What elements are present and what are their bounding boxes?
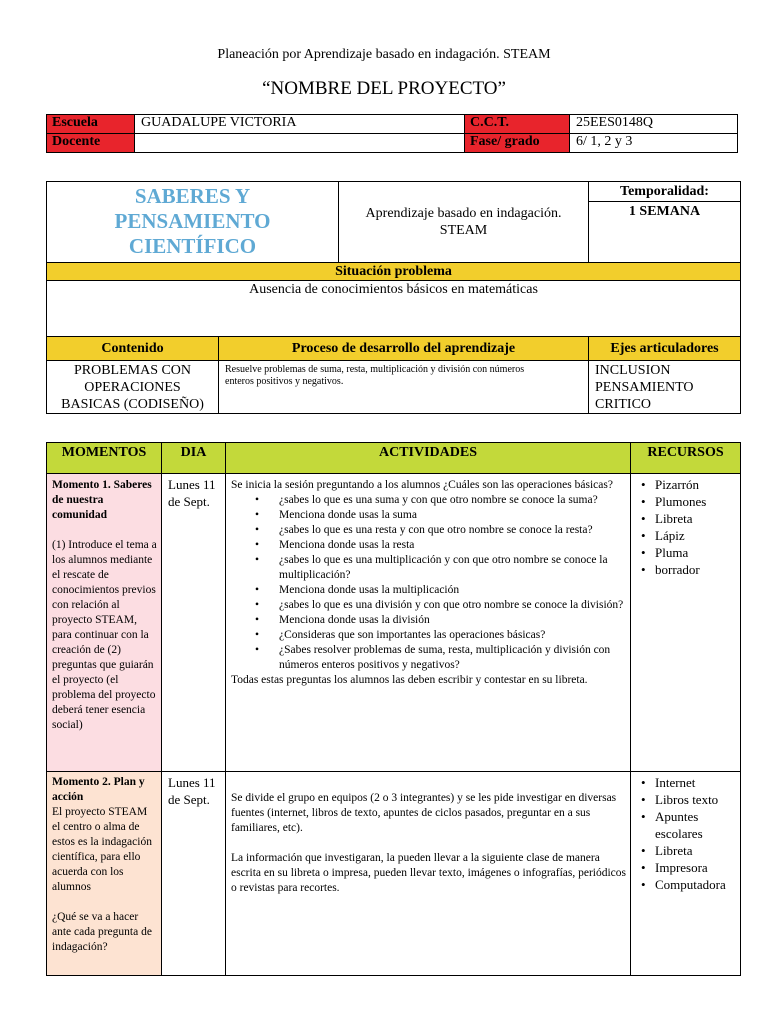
metodologia-text: Aprendizaje basado en indagación. STEAM [365, 206, 562, 238]
recurso-item: • Libros texto [641, 792, 719, 807]
momento-2-question: ¿Qué se va a hacer ante cada pregunta de indagación? [52, 911, 152, 953]
recurso-item: • Apuntes escolares [641, 809, 703, 841]
project-name-title: “NOMBRE DEL PROYECTO” [262, 78, 506, 99]
momento-1-title: Momento 1. Saberes de nuestra comunidad [52, 479, 152, 521]
question-item: • Menciona donde usas la división [255, 614, 430, 626]
momento-2-p1: Se divide el grupo en equipos (2 o 3 integrantes) y se les pide investigar en diversas fuentes (internet, libros de texto, apuntes de ciclos pasados, preguntar en a sus familiares, etc). [231, 792, 617, 834]
proceso-label: Proceso de desarrollo del aprendizaje [219, 337, 589, 361]
momento-1-actividades [226, 474, 631, 772]
momento-1-intro: Se inicia la sesión preguntando a los alumnos ¿Cuáles son las operaciones básicas? [231, 479, 613, 491]
momento-1-questions [231, 493, 626, 673]
momento-2-dia: Lunes 11 de Sept. [162, 772, 226, 976]
docente-value [135, 134, 465, 153]
momento-1-desc: (1) Introduce el tema a los alumnos mediante el rescate de conocimientos previos con relación al proyecto STEAM, para continuar con la creación de (2) preguntas que guiarán el proyecto (el problema del proyecto deberá tener esencia social) [52, 539, 157, 731]
momento-1-cell [47, 474, 162, 772]
question-item: • ¿sabes lo que es una suma y con que otro nombre se conoce la suma? [255, 494, 598, 506]
momento-1-dia: Lunes 11 de Sept. [162, 474, 226, 772]
momento-2-actividades [226, 772, 631, 976]
recurso-item: • borrador [641, 562, 700, 577]
question-item: • ¿Consideras que son importantes las operaciones básicas? [255, 629, 546, 641]
momento-2-title: Momento 2. Plan y acción [52, 776, 145, 803]
recurso-item: • Impresora [641, 860, 708, 875]
escuela-label: Escuela [47, 115, 135, 134]
ejes-text: INCLUSION PENSAMIENTO CRITICO [589, 361, 741, 414]
momento-2-desc: El proyecto STEAM el centro o alma de estos es la indagación científica, para ello acuerda con los alumnos [52, 806, 152, 893]
recurso-item: • Libreta [641, 511, 693, 526]
temporalidad-value: 1 SEMANA [628, 204, 701, 219]
momento-2-cell [47, 772, 162, 976]
activities-table [46, 442, 741, 976]
document-subtitle: Planeación por Aprendizaje basado en indagación. STEAM [217, 47, 551, 62]
proceso-text: Resuelve problemas de suma, resta, multiplicación y división con números enteros positivos y negativos. [219, 361, 589, 414]
question-item: • ¿sabes lo que es una resta y con que otro nombre se conoce la resta? [255, 524, 593, 536]
situacion-text: Ausencia de conocimientos básicos en matemáticas [47, 281, 741, 337]
campo-formativo-text: SABERES Y PENSAMIENTO CIENTÍFICO [114, 184, 271, 258]
recurso-item: • Plumones [641, 494, 707, 509]
momento-2-p2: La información que investigaran, la pueden llevar a la siguiente clase de manera escrita en su libreta o impresa, pueden llevar texto, imágenes o infografías, periódicos o revistas para recortes. [231, 852, 627, 894]
recursos-list-1 [639, 476, 738, 578]
fase-label: Fase/ grado [465, 134, 570, 153]
recurso-item: • Pizarrón [641, 477, 700, 492]
recurso-item: • Lápiz [641, 528, 685, 543]
header-actividades: ACTIVIDADES [226, 443, 631, 474]
header-dia: DIA [162, 443, 226, 474]
recursos-list-2 [639, 774, 738, 893]
temporalidad [589, 182, 741, 263]
question-item: • ¿Sabes resolver problemas de suma, resta, multiplicación y división con números enteros positivos y negativos? [255, 644, 611, 671]
ejes-label: Ejes articuladores [589, 337, 741, 361]
header-recursos: RECURSOS [631, 443, 741, 474]
question-item: • ¿sabes lo que es una división y con que otro nombre se conoce la división? [255, 599, 624, 611]
recurso-item: • Libreta [641, 843, 693, 858]
contenido-text: PROBLEMAS CON OPERACIONES BASICAS (CODISEÑO) [47, 361, 219, 414]
temporalidad-label: Temporalidad: [589, 182, 740, 202]
recurso-item: • Computadora [641, 877, 726, 892]
header-momentos: MOMENTOS [47, 443, 162, 474]
recurso-item: • Pluma [641, 545, 689, 560]
cct-value: 25EES0148Q [570, 115, 738, 134]
contenido-label: Contenido [47, 337, 219, 361]
school-info-table [46, 114, 738, 153]
metodologia [339, 182, 589, 263]
question-item: • Menciona donde usas la suma [255, 509, 417, 521]
situacion-label: Situación problema [47, 263, 741, 281]
docente-label: Docente [47, 134, 135, 153]
cct-label: C.C.T. [465, 115, 570, 134]
campo-formativo [47, 182, 339, 263]
question-item: • Menciona donde usas la multiplicación [255, 584, 460, 596]
escuela-value: GUADALUPE VICTORIA [135, 115, 465, 134]
question-item: • ¿sabes lo que es una multiplicación y con que otro nombre se conoce la multiplicación? [255, 554, 608, 581]
recurso-item: • Internet [641, 775, 696, 790]
question-item: • Menciona donde usas la resta [255, 539, 415, 551]
momento-1-outro: Todas estas preguntas los alumnos las deben escribir y contestar en su libreta. [231, 674, 588, 686]
fase-value: 6/ 1, 2 y 3 [570, 134, 738, 153]
momento-1-recursos [631, 474, 741, 772]
momento-2-recursos [631, 772, 741, 976]
planning-table [46, 181, 741, 414]
